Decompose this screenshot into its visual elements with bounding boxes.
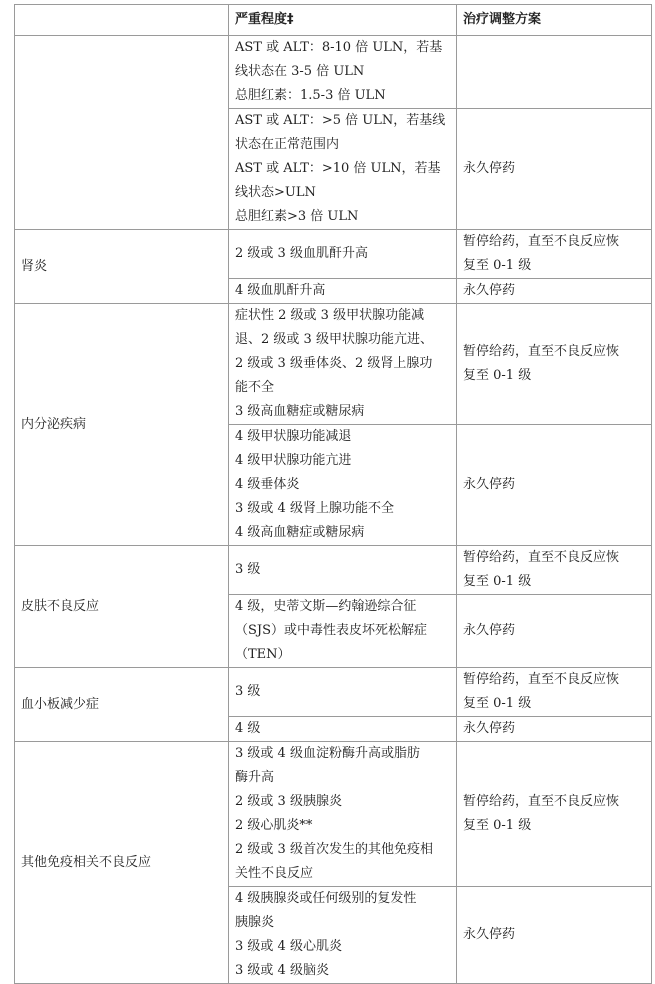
severity-line: 3 级或 4 级肾上腺功能不全 (235, 501, 394, 516)
table-row (15, 36, 652, 109)
severity-line: 2 级心肌炎** (235, 818, 313, 833)
severity-cell (229, 36, 457, 109)
treatment-cell (457, 595, 652, 668)
severity-cell (229, 546, 457, 595)
treatment-line: 暂停给药，直至不良反应恢 (463, 234, 620, 249)
treatment-cell (457, 717, 652, 742)
severity-line: 3 级或 4 级血淀粉酶升高或脂肪 (235, 746, 420, 761)
treatment-cell (457, 668, 652, 717)
severity-cell (229, 668, 457, 717)
severity-line: AST 或 ALT：>5 倍 ULN，若基线 (235, 113, 446, 128)
severity-line: 3 级或 4 级心肌炎 (235, 939, 342, 954)
severity-line: 3 级或 4 级脑炎 (235, 963, 329, 978)
severity-line: AST 或 ALT：>10 倍 ULN，若基 (235, 161, 441, 176)
category-cell (15, 36, 229, 230)
treatment-cell (457, 36, 652, 109)
severity-line: 状态在正常范围内 (235, 137, 340, 152)
treatment-line: 复至 0-1 级 (463, 258, 532, 273)
severity-line: 3 级高血糖症或糖尿病 (235, 404, 365, 419)
treatment-line: 永久停药 (463, 623, 516, 638)
severity-line: 症状性 2 级或 3 级甲状腺功能减 (235, 308, 425, 323)
category-cell: 内分泌疾病 (15, 304, 229, 546)
treatment-line: 永久停药 (463, 283, 516, 298)
category-cell: 血小板减少症 (15, 668, 229, 742)
severity-line: 4 级高血糖症或糖尿病 (235, 525, 365, 540)
table-row (15, 668, 652, 717)
severity-line: （TEN） (235, 647, 291, 662)
treatment-line: 复至 0-1 级 (463, 574, 532, 589)
severity-cell (229, 717, 457, 742)
treatment-line: 永久停药 (463, 161, 516, 176)
treatment-line: 暂停给药，直至不良反应恢 (463, 794, 620, 809)
severity-line: 线状态在 3-5 倍 ULN (235, 64, 365, 79)
severity-line: 2 级或 3 级垂体炎、2 级肾上腺功 (235, 356, 433, 371)
severity-line: 4 级胰腺炎或任何级别的复发性 (235, 891, 417, 906)
severity-line: 关性不良反应 (235, 866, 314, 881)
severity-cell (229, 425, 457, 546)
table-row (15, 304, 652, 425)
treatment-cell (457, 109, 652, 230)
severity-cell (229, 279, 457, 304)
severity-line: 退、2 级或 3 级甲状腺功能亢进、 (235, 332, 433, 347)
category-cell: 肾炎 (15, 230, 229, 304)
header-treatment: 治疗调整方案 (457, 5, 652, 36)
severity-line: AST 或 ALT：8-10 倍 ULN，若基 (235, 40, 443, 55)
severity-line: （SJS）或中毒性表皮坏死松解症 (235, 623, 428, 638)
severity-cell (229, 304, 457, 425)
severity-line: 4 级甲状腺功能亢进 (235, 453, 352, 468)
severity-line: 2 级或 3 级首次发生的其他免疫相 (235, 842, 433, 857)
treatment-cell (457, 425, 652, 546)
severity-line: 酶升高 (235, 770, 275, 785)
table-header-row (15, 5, 652, 36)
severity-line: 4 级垂体炎 (235, 477, 300, 492)
severity-line: 4 级甲状腺功能减退 (235, 429, 352, 444)
severity-line: 胰腺炎 (235, 915, 275, 930)
severity-line: 2 级或 3 级胰腺炎 (235, 794, 342, 809)
category-cell: 皮肤不良反应 (15, 546, 229, 668)
treatment-line: 永久停药 (463, 721, 516, 736)
table-body (15, 36, 652, 984)
severity-line: 4 级，史蒂文斯—约翰逊综合征 (235, 599, 417, 614)
treatment-line: 永久停药 (463, 927, 516, 942)
severity-cell (229, 109, 457, 230)
severity-line: 4 级 (235, 721, 261, 736)
treatment-line: 复至 0-1 级 (463, 696, 532, 711)
severity-line: 线状态>ULN (235, 185, 316, 200)
treatment-line: 暂停给药，直至不良反应恢 (463, 550, 620, 565)
treatment-line: 复至 0-1 级 (463, 368, 532, 383)
treatment-cell (457, 279, 652, 304)
treatment-cell (457, 230, 652, 279)
treatment-line: 复至 0-1 级 (463, 818, 532, 833)
severity-line: 3 级 (235, 562, 261, 577)
severity-cell (229, 742, 457, 887)
severity-line: 能不全 (235, 380, 275, 395)
treatment-cell (457, 304, 652, 425)
severity-line: 总胆红素>3 倍 ULN (235, 209, 359, 224)
table-row (15, 546, 652, 595)
severity-cell (229, 230, 457, 279)
severity-line: 2 级或 3 级血肌酐升高 (235, 246, 368, 261)
adverse-reaction-table (14, 4, 652, 984)
treatment-cell (457, 742, 652, 887)
treatment-line: 暂停给药，直至不良反应恢 (463, 672, 620, 687)
severity-cell (229, 887, 457, 984)
table-row (15, 230, 652, 279)
category-cell: 其他免疫相关不良反应 (15, 742, 229, 984)
header-category (15, 5, 229, 36)
treatment-cell (457, 546, 652, 595)
severity-cell (229, 595, 457, 668)
severity-line: 总胆红素：1.5-3 倍 ULN (235, 88, 386, 103)
treatment-line: 暂停给药，直至不良反应恢 (463, 344, 620, 359)
treatment-cell (457, 887, 652, 984)
header-severity: 严重程度‡ (229, 5, 457, 36)
table-row (15, 742, 652, 887)
severity-line: 3 级 (235, 684, 261, 699)
treatment-line: 永久停药 (463, 477, 516, 492)
severity-line: 4 级血肌酐升高 (235, 283, 326, 298)
